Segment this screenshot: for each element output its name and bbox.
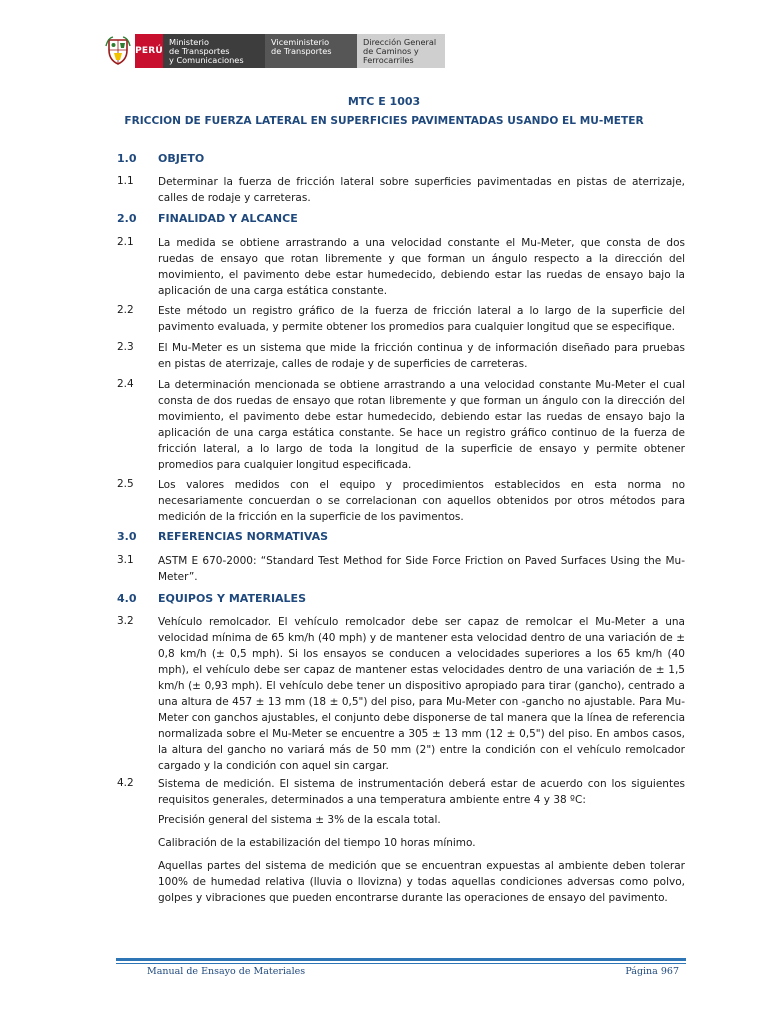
footer-manual-title: Manual de Ensayo de Materiales [147, 966, 306, 977]
paragraph-text: Precisión general del sistema ± 3% de la escala total. [158, 814, 441, 826]
ministry-line: Ministerio [169, 37, 209, 47]
footer-rule [116, 958, 686, 961]
vice-ministry-line: de Transportes [271, 46, 332, 56]
paragraph-number: 2.2 [117, 304, 134, 316]
paragraph-number: 2.3 [117, 341, 134, 353]
section-title: OBJETO [158, 152, 205, 165]
section-title: REFERENCIAS NORMATIVAS [158, 530, 329, 543]
section-title: EQUIPOS Y MATERIALES [158, 592, 306, 605]
vice-ministry-line: Viceministerio [271, 37, 330, 47]
document-title: FRICCION DE FUERZA LATERAL EN SUPERFICIES PAVIMENTADAS USANDO EL MU-METER [124, 115, 644, 127]
paragraph-text: ASTM E 670-2000: “Standard Test Method for Side Force Friction on Paved Surfaces Using the Mu-Meter”. [158, 555, 685, 583]
section-title: FINALIDAD Y ALCANCE [158, 212, 298, 225]
section-number: 1.0 [117, 152, 137, 165]
direction-block [357, 34, 445, 68]
paragraph-text: Este método un registro gráfico de la fuerza de fricción lateral a lo largo de la superficie del pavimento evaluada, y permite obtener los promedios para cualquier longitud que se especifique. [158, 305, 685, 333]
section-number: 2.0 [117, 212, 137, 225]
direction-line: Dirección General [363, 37, 437, 47]
paragraph-text: El Mu-Meter es un sistema que mide la fricción continua y de información diseñado para pruebas en pistas de aterrizaje, calles de rodaje y de superficies de carreteras. [158, 342, 685, 370]
paragraph-text: Aquellas partes del sistema de medición que se encuentran expuestas al ambiente deben tolerar 100% de humedad relativa (lluvia o llovizna) y todas aquellas condiciones adversas como polvo, golpes y vibraciones que pueden encontrarse durante las operaciones de ensayo del pavimento. [158, 860, 685, 904]
paragraph-text: Sistema de medición. El sistema de instrumentación deberá estar de acuerdo con los siguientes requisitos generales, determinados a una temperatura ambiente entre 4 y 38 ºC: [158, 778, 685, 806]
paragraph-number: 2.5 [117, 478, 134, 490]
paragraph-text: La medida se obtiene arrastrando a una velocidad constante el Mu-Meter, que consta de dos ruedas de ensayo que rotan libremente y que forman un ángulo respecto a la dirección del movimiento, el pavimento debe estar humedecido, debiendo estar las ruedas de ensayo bajo la aplicación de una carga estática constante. [158, 237, 685, 297]
paragraph-number: 2.4 [117, 378, 134, 390]
paragraph-text: Vehículo remolcador. El vehículo remolcador debe ser capaz de remolcar el Mu-Meter a una velocidad mínima de 65 km/h (40 mph) y de mantener esta velocidad dentro de una variación de ± 0,8 km/h (± 0,5 mph). Si los ensayos se conducen a velocidades superiores a los 65 km/h (40 mph), el vehículo debe ser capaz de mantener estas velocidades dentro de una variación de ± 1,5 km/h (± 0,93 mph). El vehículo debe tener un dispositivo apropiado para tirar (gancho), centrado a una altura de 457 ± 13 mm (18 ± 0,5") del piso, para Mu-Meter con -gancho no ajustable. Para Mu-Meter con ganchos ajustables, el conjunto debe disponerse de tal manera que la línea de referencia normalizada sobre el Mu-Meter se encuentre a 305 ± 13 mm (12 ± 0,5") del piso. En ambos casos, la altura del gancho no variará más de 50 mm (2") entre la condición con el vehículo remolcador cargado y la condición con aquel sin cargar. [158, 616, 685, 772]
footer-page-number: Página 967 [625, 966, 679, 977]
ministry-block [163, 34, 265, 68]
paragraph-number: 4.2 [117, 777, 134, 789]
document-code: MTC E 1003 [347, 95, 421, 108]
coat-of-arms-icon [105, 36, 131, 66]
paragraph-number: 1.1 [117, 175, 134, 187]
section-number: 4.0 [117, 592, 137, 605]
paragraph-text: Los valores medidos con el equipo y procedimientos establecidos en esta norma no necesariamente concuerdan o se correlacionan con aquellos obtenidos por otros métodos para medición de la fricción en la superficie de los pavimentos. [158, 479, 685, 523]
footer-rule [116, 963, 686, 964]
paragraph-text: Determinar la fuerza de fricción lateral sobre superficies pavimentadas en pistas de aterrizaje, calles de rodaje y carreteras. [158, 176, 685, 204]
peru-label: PERÚ [135, 34, 163, 68]
vice-ministry-block [265, 34, 357, 68]
direction-line: de Caminos y [363, 46, 419, 56]
section-number: 3.0 [117, 530, 137, 543]
direction-line: Ferrocarriles [363, 55, 414, 65]
paragraph-number: 3.2 [117, 615, 134, 627]
paragraph-number: 2.1 [117, 236, 134, 248]
ministry-line: y Comunicaciones [169, 55, 244, 65]
header-logo-band [105, 34, 445, 68]
paragraph-text: La determinación mencionada se obtiene arrastrando a una velocidad constante Mu-Meter el cual consta de dos ruedas de ensayo que rotan libremente y que forman un ángulo con la dirección del movimiento, el pavimento debe estar humedecido, debiendo estar las ruedas de ensayo bajo la aplicación de una carga estática constante. Se hace un registro gráfico continuo de la fuerza de fricción lateral, a lo largo de toda la longitud de la superficie de ensayo y permite obtener promedios para cualquier longitud especificada. [158, 379, 685, 471]
ministry-line: de Transportes [169, 46, 230, 56]
paragraph-text: Calibración de la estabilización del tiempo 10 horas mínimo. [158, 837, 476, 849]
paragraph-number: 3.1 [117, 554, 134, 566]
